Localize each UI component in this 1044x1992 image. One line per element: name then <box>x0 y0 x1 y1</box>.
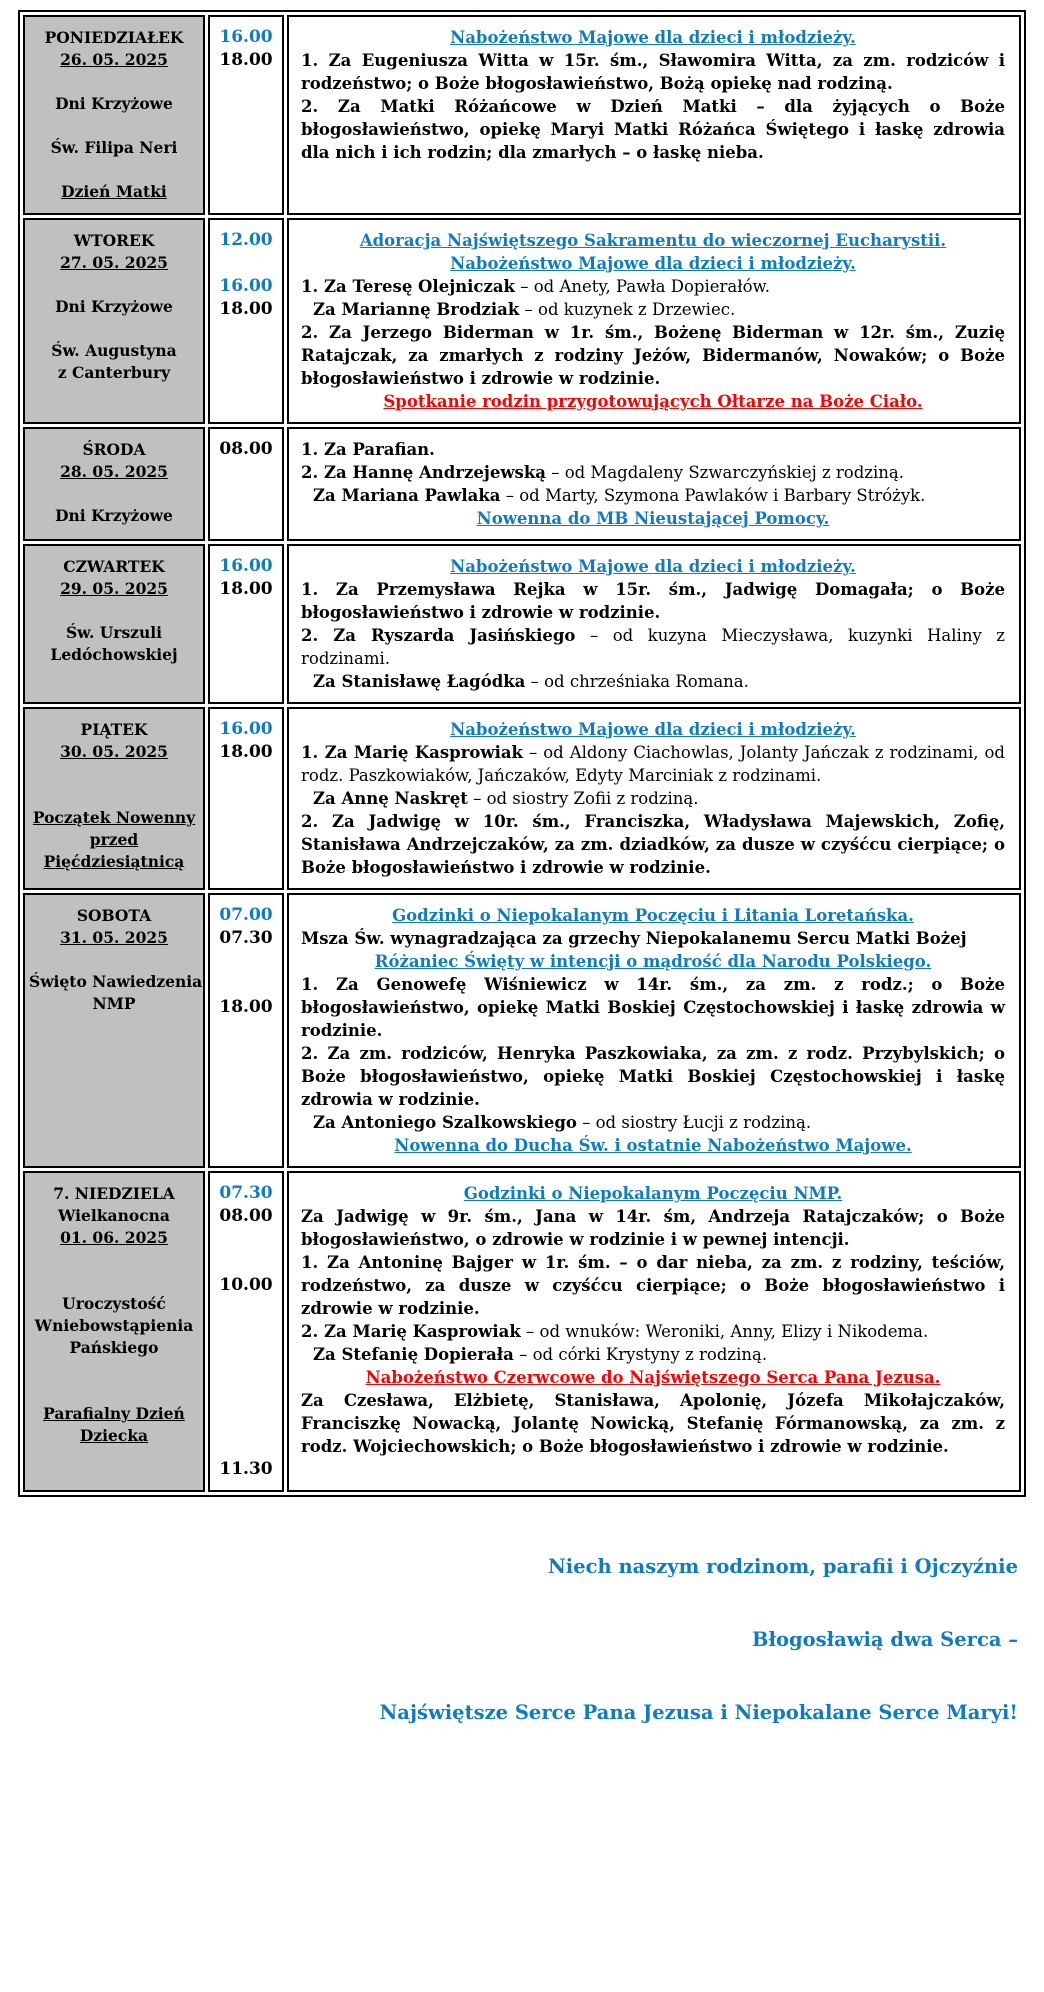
time-cell <box>208 427 284 541</box>
service-heading: Różaniec Święty w intencji o mądrość dla Narodu Polskiego. <box>374 952 932 971</box>
mass-intention <box>301 624 1005 670</box>
day-label: Wniebowstąpienia <box>34 1316 194 1335</box>
day-cell <box>23 1171 205 1492</box>
content-cell <box>287 544 1021 704</box>
day-cell <box>23 218 205 424</box>
day-label: 7. NIEDZIELA <box>53 1184 175 1203</box>
mass-intention <box>301 810 1005 879</box>
intention-text: – od kuzynek z Drzewiec. <box>519 300 736 319</box>
day-label: 30. 05. 2025 <box>60 742 168 761</box>
schedule-row <box>23 15 1021 215</box>
mass-time: 07.30 <box>219 928 273 948</box>
mass-intention <box>301 49 1005 95</box>
mass-intention <box>301 741 1005 787</box>
day-label: 31. 05. 2025 <box>60 928 168 947</box>
day-label: Parafialny Dzień <box>43 1404 185 1423</box>
content-cell <box>287 707 1021 890</box>
service-heading: Godzinki o Niepokalanym Poczęciu NMP. <box>463 1184 843 1203</box>
intention-text: 2. Za zm. rodziców, Henryka Paszkowiaka, za zm. z rodz. Przybylskich; o Boże błogosławieństwo, opiekę Matki Boskiej Częstochowskiej i łaskę zdrowia w rodzinie. <box>301 1044 1005 1109</box>
mass-intention <box>301 321 1005 390</box>
mass-intention <box>301 1111 1005 1134</box>
mass-intention <box>301 1042 1005 1111</box>
content-cell <box>287 218 1021 424</box>
day-cell <box>23 427 205 541</box>
mass-schedule-table <box>18 10 1026 1497</box>
intention-text: Za Jadwigę w 9r. śm., Jana w 14r. śm, Andrzeja Ratajczaków; o Boże błogosławieństwo, o zdrowie w rodzinie i w pewnej intencji. <box>301 1207 1005 1249</box>
schedule-row <box>23 218 1021 424</box>
day-label: PIĄTEK <box>80 720 148 739</box>
mass-time: 16.00 <box>219 276 273 296</box>
schedule-row <box>23 707 1021 890</box>
intention-text: 2. Za Hannę Andrzejewską <box>301 463 546 482</box>
service-heading: Nabożeństwo Majowe dla dzieci i młodzieży. <box>450 557 856 576</box>
day-label: 28. 05. 2025 <box>60 462 168 481</box>
day-label: przed <box>89 830 139 849</box>
mass-intention <box>301 1251 1005 1320</box>
day-label: ŚRODA <box>82 440 146 459</box>
intention-text: Za Mariannę Brodziak <box>313 300 520 319</box>
intention-text: 2. Za Jerzego Biderman w 1r. śm., Bożenę Biderman w 12r. śm., Zuzię Ratajczak, za zmarłych z rodziny Jeżów, Bidermanów, Nowaków; o Boże błogosławieństwo i zdrowie w rodzinie. <box>301 323 1005 388</box>
day-label: Dni Krzyżowe <box>55 297 173 316</box>
time-cell <box>208 707 284 890</box>
time-cell <box>208 15 284 215</box>
content-cell <box>287 1171 1021 1492</box>
mass-time: 07.30 <box>219 1183 273 1203</box>
intention-text: 1. Za Marię Kasprowiak <box>301 743 523 762</box>
intention-text: – od córki Krystyny z rodziną. <box>513 1345 768 1364</box>
day-label: NMP <box>92 994 136 1013</box>
day-label: SOBOTA <box>76 906 152 925</box>
mass-time: 18.00 <box>219 742 273 762</box>
mass-intention <box>301 1320 1005 1343</box>
intention-text: – od Marty, Szymona Pawlaków i Barbary Stróżyk. <box>500 486 926 505</box>
intention-text: Za Czesława, Elżbietę, Stanisława, Apolonię, Józefa Mikołajczaków, Franciszkę Nowacką, Jolantę Nowicką, Stefanię Fórmanowską, za zm. z rodz. Wojciechowskich; o Boże błogosławieństwo i zdrowie w rodzinie. <box>301 1391 1005 1456</box>
schedule-row <box>23 544 1021 704</box>
mass-intention <box>301 438 1005 461</box>
intention-text: Za Annę Naskręt <box>313 789 468 808</box>
mass-intention <box>301 787 1005 810</box>
day-label: Pańskiego <box>69 1338 159 1357</box>
intention-text: Za Stefanię Dopierała <box>313 1345 514 1364</box>
mass-intention <box>301 95 1005 164</box>
day-label: 01. 06. 2025 <box>60 1228 168 1247</box>
closing-blessing-line: Błogosławią dwa Serca – <box>751 1628 1018 1651</box>
time-cell <box>208 544 284 704</box>
intention-text: 2. Za Jadwigę w 10r. śm., Franciszka, Władysława Majewskich, Zofię, Stanisława Andrzejczaków, za zm. dziadków, za dusze w czyśćcu cierpiące; o Boże błogosławieństwo i zdrowie w rodzinie. <box>301 812 1005 877</box>
mass-intention <box>301 298 1005 321</box>
mass-time: 12.00 <box>219 230 273 250</box>
service-heading: Nabożeństwo Majowe dla dzieci i młodzieży. <box>450 254 856 273</box>
intention-text: 2. Za Marię Kasprowiak <box>301 1322 521 1341</box>
day-label: Pięćdziesiątnicą <box>43 852 185 871</box>
mass-intention <box>301 1343 1005 1366</box>
mass-time: 18.00 <box>219 50 273 70</box>
intention-text: 1. Za Parafian. <box>301 440 435 459</box>
intention-text: – od siostry Łucji z rodziną. <box>576 1113 812 1132</box>
intention-text: 1. Za Antoninę Bajger w 1r. śm. – o dar nieba, za zm. z rodziny, teściów, rodzeństwo, za dusze w czyśćcu cierpiące; o Boże błogosławieństwo i zdrowie w rodzinie. <box>301 1253 1005 1318</box>
mass-time: 16.00 <box>219 556 273 576</box>
mass-time: 07.00 <box>219 905 273 925</box>
intention-text: 1. Za Eugeniusza Witta w 15r. śm., Sławomira Witta, za zm. rodziców i rodzeństwo; o Boże błogosławieństwo, Bożą opiekę nad rodziną. <box>301 51 1005 93</box>
mass-intention <box>301 973 1005 1042</box>
day-label: Dziecka <box>79 1426 149 1445</box>
mass-intention <box>301 461 1005 484</box>
day-cell <box>23 893 205 1168</box>
day-label: Św. Urszuli <box>65 623 163 642</box>
service-heading: Spotkanie rodzin przygotowujących Ołtarze na Boże Ciało. <box>383 392 923 411</box>
service-heading: Godzinki o Niepokalanym Poczęciu i Litania Loretańska. <box>392 906 914 925</box>
mass-time: 18.00 <box>219 997 273 1017</box>
service-heading: Nabożeństwo Majowe dla dzieci i młodzieży. <box>450 720 856 739</box>
intention-text: – od chrześniaka Romana. <box>525 672 749 691</box>
day-label: Św. Augustyna <box>51 341 177 360</box>
service-heading: Nowenna do MB Nieustającej Pomocy. <box>476 509 830 528</box>
intention-text: – od Aldony Ciachowlas, Jolanty Jańczak z rodzinami, od rodz. Paszkowiaków, Jańczaków, Edyty Marciniak z rodzinami. <box>301 743 1005 785</box>
service-heading: Nabożeństwo Majowe dla dzieci i młodzieży. <box>450 28 856 47</box>
mass-intention <box>301 484 1005 507</box>
intention-text: 2. Za Ryszarda Jasińskiego <box>301 626 576 645</box>
mass-time: 08.00 <box>219 439 273 459</box>
intention-text: 2. Za Matki Różańcowe w Dzień Matki – dla żyjących o Boże błogosławieństwo, opiekę Maryi Matki Różańca Świętego i łaskę zdrowia dla nich i ich rodzin; dla zmarłych – o łaskę nieba. <box>301 97 1005 162</box>
time-cell <box>208 893 284 1168</box>
content-cell <box>287 15 1021 215</box>
intention-text: 1. Za Genowefę Wiśniewicz w 14r. śm., za zm. z rodz.; o Boże błogosławieństwo, opiekę Matki Boskiej Częstochowskiej i łaskę zdrowia w rodzinie. <box>301 975 1005 1040</box>
day-label: Wielkanocna <box>58 1206 170 1225</box>
day-label: CZWARTEK <box>63 557 165 576</box>
intention-text: – od siostry Zofii z rodziną. <box>467 789 699 808</box>
day-label: Dni Krzyżowe <box>55 506 173 525</box>
schedule-row <box>23 1171 1021 1492</box>
intention-text: Za Stanisławę Łagódka <box>313 672 526 691</box>
mass-time: 16.00 <box>219 719 273 739</box>
intention-text: – od wnuków: Weroniki, Anny, Elizy i Nikodema. <box>520 1322 929 1341</box>
mass-time: 08.00 <box>219 1206 273 1226</box>
day-cell <box>23 544 205 704</box>
intention-text: Za Mariana Pawlaka <box>313 486 501 505</box>
service-heading: Nabożeństwo Czerwcowe do Najświętszego Serca Pana Jezusa. <box>365 1368 941 1387</box>
day-label: 27. 05. 2025 <box>60 253 168 272</box>
closing-blessing-line: Najświętsze Serce Pana Jezusa i Niepokalane Serce Maryi! <box>379 1701 1018 1724</box>
mass-intention <box>301 927 1005 950</box>
schedule-row <box>23 893 1021 1168</box>
time-cell <box>208 1171 284 1492</box>
intention-text: 1. Za Przemysława Rejka w 15r. śm., Jadwigę Domagała; o Boże błogosławieństwo i zdrowie w rodzinie. <box>301 580 1005 622</box>
mass-time: 18.00 <box>219 299 273 319</box>
content-cell <box>287 893 1021 1168</box>
intention-text: 1. Za Teresę Olejniczak <box>301 277 515 296</box>
content-cell <box>287 427 1021 541</box>
mass-time: 18.00 <box>219 579 273 599</box>
intention-text: – od Anety, Pawła Dopierałów. <box>514 277 770 296</box>
time-cell <box>208 218 284 424</box>
mass-time: 10.00 <box>219 1275 273 1295</box>
day-label: 29. 05. 2025 <box>60 579 168 598</box>
service-heading: Nowenna do Ducha Św. i ostatnie Nabożeństwo Majowe. <box>394 1136 912 1155</box>
day-cell <box>23 15 205 215</box>
day-label: Dni Krzyżowe <box>55 94 173 113</box>
intention-text: Za Antoniego Szalkowskiego <box>313 1113 577 1132</box>
mass-intention <box>301 578 1005 624</box>
intention-text: – od kuzyna Mieczysława, kuzynki Haliny z rodzinami. <box>301 626 1005 668</box>
mass-time: 16.00 <box>219 27 273 47</box>
mass-time: 11.30 <box>219 1459 273 1479</box>
mass-intention <box>301 1389 1005 1458</box>
closing-blessing <box>0 1555 1044 1725</box>
day-label: PONIEDZIAŁEK <box>44 28 184 47</box>
day-label: Ledóchowskiej <box>50 645 178 664</box>
day-label: Święto Nawiedzenia <box>29 972 203 991</box>
intention-text: – od Magdaleny Szwarczyńskiej z rodziną. <box>545 463 904 482</box>
mass-intention <box>301 1205 1005 1251</box>
closing-blessing-line: Niech naszym rodzinom, parafii i Ojczyźnie <box>547 1555 1018 1578</box>
intention-text: Msza Św. wynagradzająca za grzechy Niepokalanemu Sercu Matki Bożej <box>301 929 967 948</box>
schedule-row <box>23 427 1021 541</box>
mass-intention <box>301 670 1005 693</box>
day-label: 26. 05. 2025 <box>60 50 168 69</box>
schedule-body <box>23 15 1021 1492</box>
day-label: WTOREK <box>73 231 155 250</box>
day-label: Dzień Matki <box>61 182 167 201</box>
day-label: Św. Filipa Neri <box>50 138 178 157</box>
day-label: Uroczystość <box>62 1294 166 1313</box>
day-cell <box>23 707 205 890</box>
service-heading: Adoracja Najświętszego Sakramentu do wieczornej Eucharystii. <box>359 231 947 250</box>
mass-intention <box>301 275 1005 298</box>
day-label: z Canterbury <box>57 363 171 382</box>
day-label: Początek Nowenny <box>32 808 196 827</box>
